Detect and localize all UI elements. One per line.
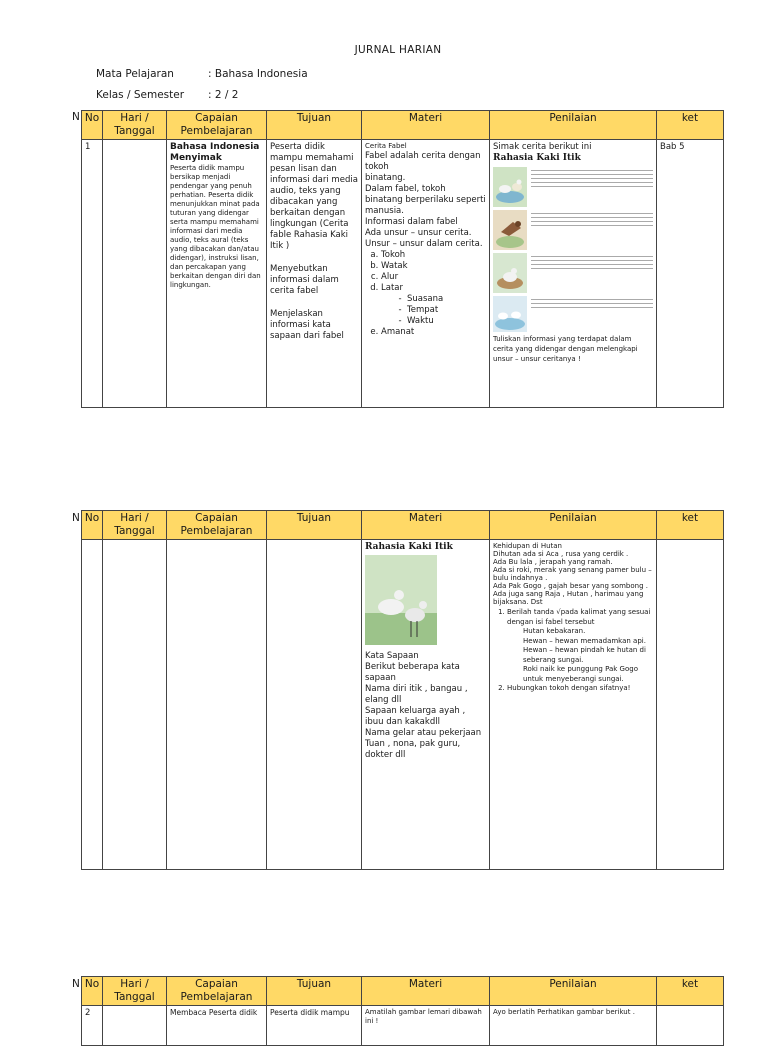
col-penilaian: Penilaian — [490, 111, 657, 140]
col-hari: Hari / Tanggal — [103, 977, 167, 1006]
story-text-lines — [527, 296, 653, 311]
subject-value: : Bahasa Indonesia — [208, 68, 308, 80]
cell-materi: Amatilah gambar lemari dibawah ini ! — [362, 1006, 490, 1046]
col-materi: Materi — [362, 111, 490, 140]
journal-table-3 — [81, 976, 724, 1046]
col-hari: Hari / Tanggal — [103, 511, 167, 540]
table-header-row — [82, 977, 724, 1006]
cell-ket — [657, 540, 724, 870]
materi-line: Berikut beberapa kata sapaan — [365, 662, 460, 683]
story-text-lines — [527, 167, 653, 190]
materi-line: Informasi dalam fabel — [365, 217, 458, 227]
table-header-row — [82, 511, 724, 540]
cell-hari — [103, 540, 167, 870]
story-panel — [493, 296, 653, 332]
cell-penilaian — [490, 540, 657, 870]
cell-ket — [657, 1006, 724, 1046]
materi-line: Fabel adalah cerita dengan tokoh — [365, 151, 481, 172]
story-line: Ada juga sang Raja , Hutan , harimau yang bijaksana. Dst — [493, 590, 644, 606]
ducks-water-illustration — [493, 296, 527, 332]
cell-no: 2 — [82, 1006, 103, 1046]
col-capaian: Capaian Pembelajaran — [167, 977, 267, 1006]
n-label: N — [72, 512, 80, 524]
materi-line: Kata Sapaan — [365, 651, 419, 661]
col-hari: Hari / Tanggal — [103, 111, 167, 140]
col-penilaian: Penilaian — [490, 977, 657, 1006]
tujuan-item: Peserta didik mampu memahami pesan lisan dan informasi dari media audio, teks yang dibacakan yang berkaitan dengan lingkungan (Cerita fable Rahasia Kaki Itik ) — [270, 142, 358, 251]
cell-tujuan: Peserta didik mampu — [267, 1006, 362, 1046]
duck-nest-illustration — [493, 253, 527, 293]
col-ket: ket — [657, 111, 724, 140]
statement: Hewan – hewan memadamkan api. — [523, 636, 646, 645]
latar-sublist — [381, 294, 486, 327]
list-item: c. Alur — [381, 272, 486, 283]
question-item — [507, 608, 653, 684]
bird-illustration — [493, 210, 527, 250]
story-line: Dihutan ada si Aca , rusa yang cerdik . — [493, 550, 629, 558]
story-title: Rahasia Kaki Itik — [493, 153, 581, 163]
table-row — [82, 140, 724, 408]
materi-line: Sapaan keluarga ayah , ibuu dan kakakdll — [365, 706, 466, 727]
materi-line: Dalam fabel, tokoh binatang berperilaku seperti manusia. — [365, 184, 486, 216]
story-text — [493, 542, 653, 606]
col-no: No — [82, 977, 103, 1006]
cell-tujuan — [267, 140, 362, 408]
tujuan-item: Menjelaskan informasi kata sapaan dari fabel — [270, 309, 344, 341]
col-tujuan: Tujuan — [267, 977, 362, 1006]
materi-line: Ada unsur – unsur cerita. — [365, 228, 472, 238]
question-text: Berilah tanda √pada kalimat yang sesuai dengan isi fabel tersebut — [507, 608, 651, 626]
list-item: e. Amanat — [381, 327, 486, 338]
col-capaian: Capaian Pembelajaran — [167, 511, 267, 540]
cell-penilaian: Ayo berlatih Perhatikan gambar berikut . — [490, 1006, 657, 1046]
list-item: - Waktu — [407, 316, 486, 327]
statement: Hewan – hewan pindah ke hutan di seberang sungai. — [523, 646, 646, 664]
col-materi: Materi — [362, 977, 490, 1006]
col-ket: ket — [657, 977, 724, 1006]
list-item: - Suasana — [407, 294, 486, 305]
cell-materi — [362, 140, 490, 408]
table-row — [82, 1006, 724, 1046]
cell-no: 1 — [82, 140, 103, 408]
cell-materi — [362, 540, 490, 870]
col-tujuan: Tujuan — [267, 511, 362, 540]
class-value: : 2 / 2 — [208, 89, 239, 101]
story-line: Ada si roki, merak yang senang pamer bulu – bulu indahnya . — [493, 566, 652, 582]
cell-ket: Bab 5 — [657, 140, 724, 408]
story-text-lines — [527, 210, 653, 229]
table-header-row — [82, 111, 724, 140]
statement: Hutan kebakaran. — [523, 627, 586, 635]
story-cover-illustration — [365, 555, 437, 645]
materi-line: binatang. — [365, 173, 406, 183]
materi-line: Unsur – unsur dalam cerita. — [365, 239, 483, 249]
journal-title: JURNAL HARIAN — [354, 44, 442, 56]
tujuan-item: Menyebutkan informasi dalam cerita fabel — [270, 264, 339, 296]
story-panel — [493, 210, 653, 250]
subject-label: Mata Pelajaran — [96, 68, 174, 80]
col-no: No — [82, 511, 103, 540]
class-label: Kelas / Semester — [96, 89, 185, 101]
col-ket: ket — [657, 511, 724, 540]
list-item: b. Watak — [381, 261, 486, 272]
list-item — [381, 283, 486, 327]
n-label: N — [72, 111, 80, 123]
capaian-body: Peserta didik mampu bersikap menjadi pendengar yang penuh perhatian. Peserta didik menunjukkan minat pada tuturan yang didengar serta mampu memahami informasi dari media audio, teks aural (teks yang dibacakan dan/atau didengar), instruksi lisan, dan percakapan yang berkaitan dengan diri dan lingkungan. — [170, 164, 261, 289]
journal-table-1 — [81, 110, 724, 408]
story-panel — [493, 167, 653, 207]
story-line: Kehidupan di Hutan — [493, 542, 562, 550]
story-line: Ada Pak Gogo , gajah besar yang sombong . — [493, 582, 648, 590]
cell-no — [82, 540, 103, 870]
cell-tujuan — [267, 540, 362, 870]
story-panel — [493, 253, 653, 293]
question-item: 2. Hubungkan tokoh dengan sifatnya! — [507, 684, 653, 694]
col-no: No — [82, 111, 103, 140]
col-penilaian: Penilaian — [490, 511, 657, 540]
penilaian-task: Tuliskan informasi yang terdapat dalam cerita yang didengar dengan melengkapi unsur – unsur ceritanya ! — [493, 335, 638, 363]
col-capaian: Capaian Pembelajaran — [167, 111, 267, 140]
cell-hari — [103, 140, 167, 408]
cell-hari — [103, 1006, 167, 1046]
story-text-lines — [527, 253, 653, 272]
list-item: - Tempat — [407, 305, 486, 316]
n-label: N — [72, 978, 80, 990]
cell-capaian: Membaca Peserta didik — [167, 1006, 267, 1046]
cell-penilaian — [490, 140, 657, 408]
materi-line: Nama diri itik , bangau , elang dll — [365, 684, 468, 705]
materi-line: Nama gelar atau pekerjaan Tuan , nona, pak guru, dokter dll — [365, 728, 482, 760]
col-materi: Materi — [362, 511, 490, 540]
materi-story-title: Rahasia Kaki Itik — [365, 542, 453, 552]
list-item-label: Latar — [381, 283, 403, 293]
cell-capaian — [167, 540, 267, 870]
cell-capaian — [167, 140, 267, 408]
list-item: a. Tokoh — [381, 250, 486, 261]
capaian-title: Bahasa Indonesia Menyimak — [170, 142, 260, 163]
materi-heading: Cerita Fabel — [365, 142, 407, 150]
story-line: Ada Bu lala , jerapah yang ramah. — [493, 558, 613, 566]
unsur-list — [365, 250, 486, 338]
statement: Roki naik ke punggung Pak Gogo untuk menyeberangi sungai. — [523, 665, 638, 683]
table-row — [82, 540, 724, 870]
col-tujuan: Tujuan — [267, 111, 362, 140]
penilaian-intro: Simak cerita berikut ini — [493, 142, 592, 152]
journal-table-2 — [81, 510, 724, 870]
question-list — [493, 608, 653, 694]
duck-illustration — [493, 167, 527, 207]
